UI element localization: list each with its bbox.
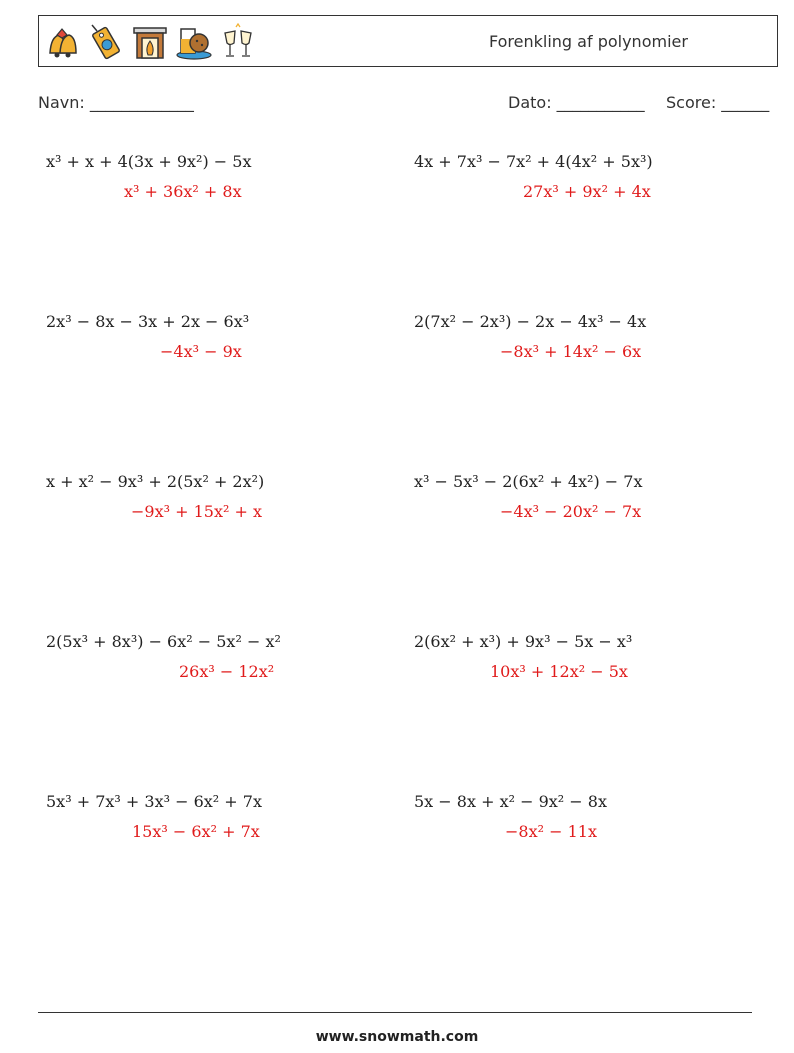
problem-question: x³ + x + 4(3x + 9x²) − 5x: [46, 152, 252, 171]
problem-answer: 10x³ + 12x² − 5x: [490, 662, 628, 681]
name-field: Navn: _____________: [38, 93, 194, 112]
score-field: Score: ______: [666, 93, 770, 112]
problem-question: x³ − 5x³ − 2(6x² + 4x²) − 7x: [414, 472, 643, 491]
problem-question: 4x + 7x³ − 7x² + 4(4x² + 5x³): [414, 152, 653, 171]
worksheet-title: Forenkling af polynomier: [489, 32, 688, 51]
problem-question: x + x² − 9x³ + 2(5x² + 2x²): [46, 472, 265, 491]
problem-question: 2(6x² + x³) + 9x³ − 5x − x³: [414, 632, 633, 651]
header-icons: [43, 23, 257, 61]
problem-answer: −4x³ − 9x: [160, 342, 242, 361]
problem-answer: −8x² − 11x: [505, 822, 597, 841]
problem-answer: −4x³ − 20x² − 7x: [500, 502, 642, 521]
worksheet-header: [38, 15, 778, 67]
problem-question: 5x³ + 7x³ + 3x³ − 6x² + 7x: [46, 792, 262, 811]
problem-answer: −9x³ + 15x² + x: [131, 502, 262, 521]
footer-url[interactable]: www.snowmath.com: [315, 1029, 479, 1045]
footer-divider: [38, 1012, 752, 1013]
problem-answer: 15x³ − 6x² + 7x: [132, 822, 260, 841]
problem-question: 2(7x² − 2x³) − 2x − 4x³ − 4x: [414, 312, 647, 331]
date-field: Dato: ___________: [508, 93, 645, 112]
gift-tag-icon: [87, 23, 125, 61]
milk-and-cookie-icon: [175, 23, 213, 61]
problem-answer: 26x³ − 12x²: [179, 662, 275, 681]
problem-question: 2x³ − 8x − 3x + 2x − 6x³: [46, 312, 250, 331]
problem-question: 2(5x³ + 8x³) − 6x² − 5x² − x²: [46, 632, 281, 651]
bells-icon: [43, 23, 81, 61]
problem-answer: 27x³ + 9x² + 4x: [523, 182, 651, 201]
problem-answer: −8x³ + 14x² − 6x: [500, 342, 642, 361]
champagne-glasses-icon: [219, 23, 257, 61]
problem-question: 5x − 8x + x² − 9x² − 8x: [414, 792, 607, 811]
fireplace-icon: [131, 23, 169, 61]
problem-answer: x³ + 36x² + 8x: [124, 182, 242, 201]
